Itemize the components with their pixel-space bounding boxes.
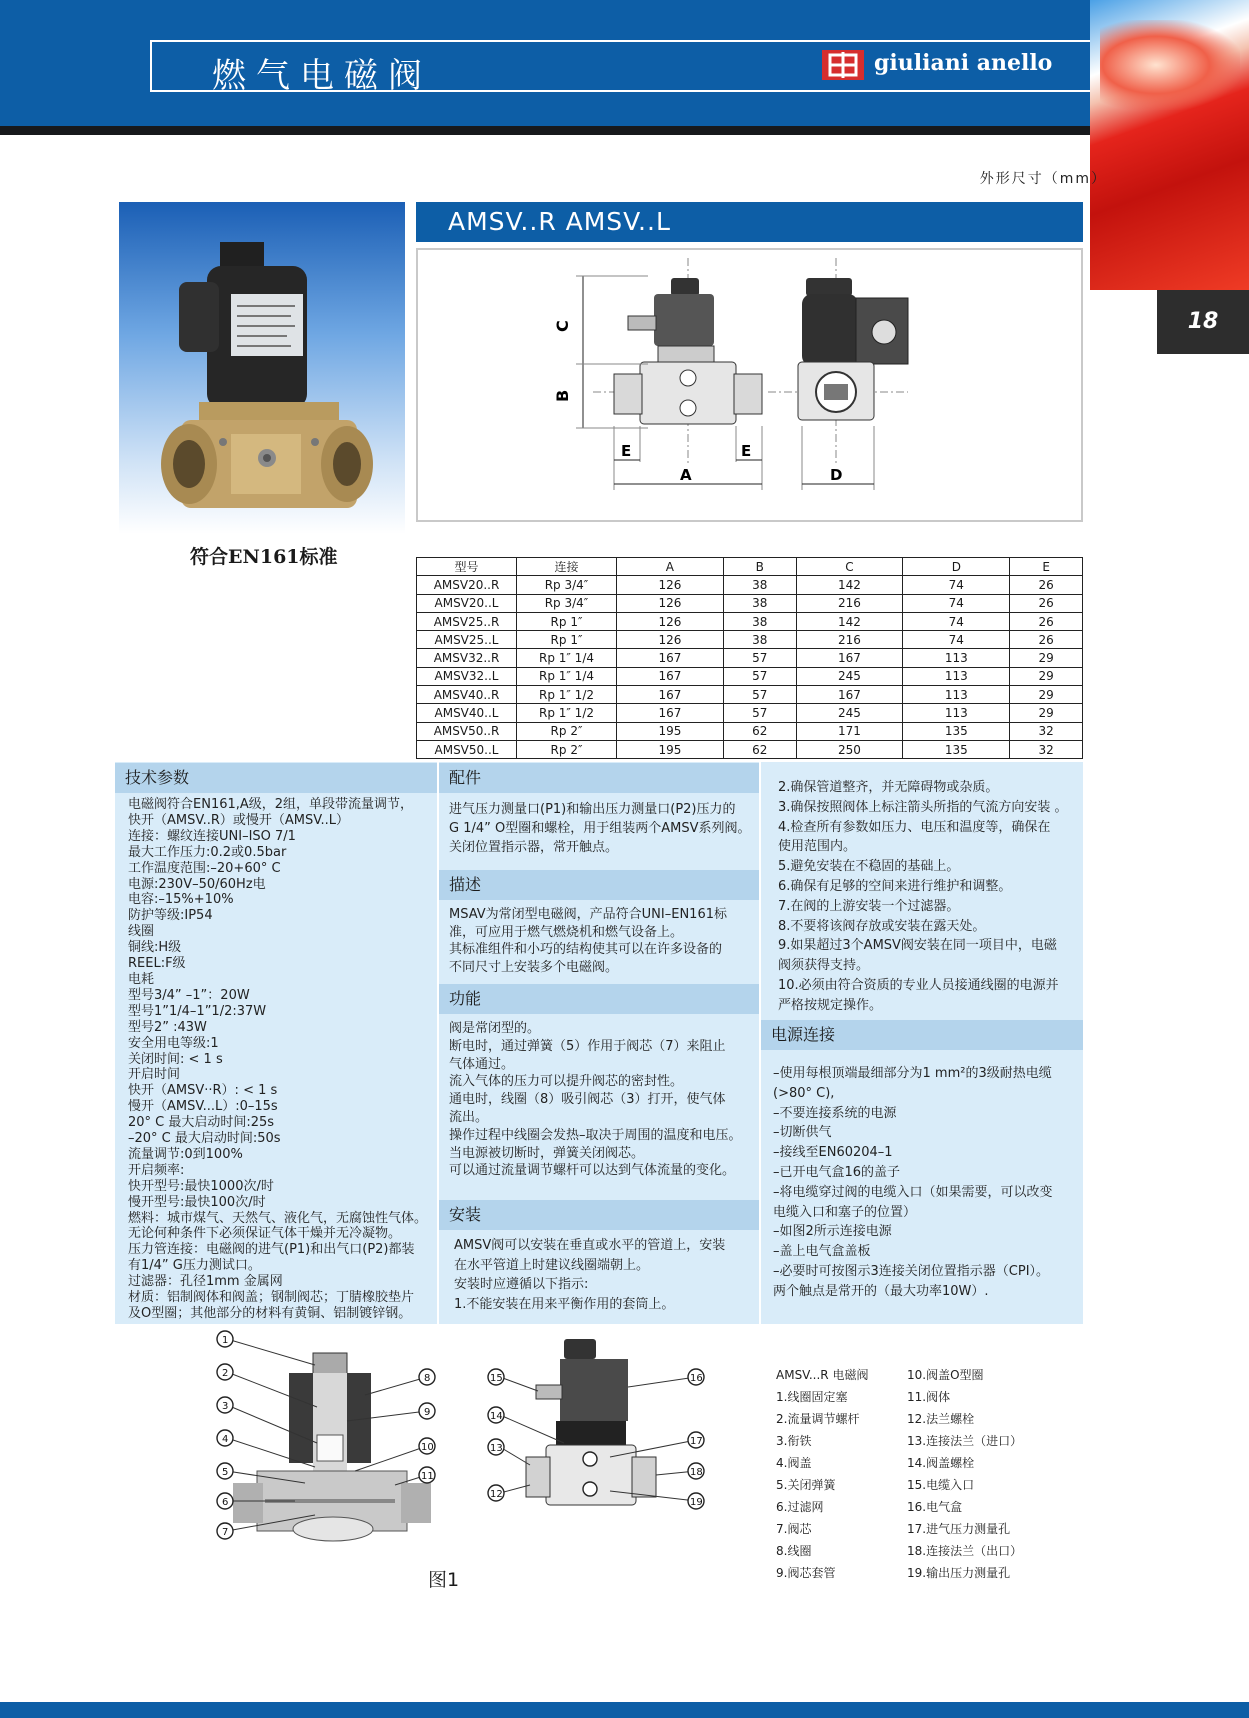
function-line: 操作过程中线圈会发热–取决于周围的温度和电压。 (449, 1127, 742, 1143)
part-item: 1.线圈固定塞 (776, 1390, 848, 1404)
drawing-label-b: B (553, 389, 572, 402)
callout-2: 2 (222, 1368, 229, 1379)
tech-spec-line: 安全用电等级:1 (128, 1035, 219, 1051)
power-line: –接线至EN60204–1 (773, 1145, 893, 1161)
callout-14: 14 (490, 1411, 503, 1422)
table-cell: 74 (903, 576, 1010, 594)
table-cell: 167 (796, 686, 903, 704)
part-item: 10.阀盖O型圈 (907, 1368, 984, 1382)
function-line: 断电时，通过弹簧（5）作用于阀芯（7）来阻止 (449, 1038, 726, 1054)
table-cell: 142 (796, 576, 903, 594)
function-line: 阀是常闭型的。 (449, 1021, 541, 1036)
section-title-install: 安装 (439, 1200, 759, 1230)
tech-spec-line: 快开（AMSV..R）或慢开（AMSV..L） (128, 812, 349, 828)
callout-12: 12 (490, 1489, 503, 1500)
section-body-accessories (449, 800, 750, 857)
callout-13: 13 (490, 1443, 503, 1454)
part-item: 5.关闭弹簧 (776, 1478, 836, 1492)
section-body-tech (128, 797, 427, 1322)
table-cell: 26 (1010, 631, 1083, 649)
table-header-row (417, 558, 1083, 576)
tech-spec-line: 电磁阀符合EN161,A级，2组，单段带流量调节， (128, 797, 414, 812)
part-item: 4.阀盖 (776, 1456, 812, 1470)
table-row (417, 649, 1083, 667)
table-cell: 216 (796, 631, 903, 649)
power-line: –如图2所示连接电源 (773, 1224, 892, 1240)
tech-spec-line: 关闭时间: < 1 s (128, 1051, 223, 1067)
section-title-function: 功能 (439, 984, 759, 1014)
function-line: 流入气体的压力可以提升阀芯的密封性。 (449, 1074, 684, 1090)
footer-bar (0, 1702, 1249, 1718)
accessory-line: 进气压力测量口(P1)和输出压力测量口(P2)压力的 (449, 802, 736, 817)
install-line: 10.必须由符合资质的专业人员接通线圈的电源并 (778, 977, 1059, 993)
install-line: 1.不能安装在用来平衡作用的套筒上。 (454, 1296, 675, 1312)
table-cell: 113 (903, 686, 1010, 704)
table-cell: AMSV32..R (417, 649, 517, 667)
table-cell: 32 (1010, 722, 1083, 740)
table-cell: 113 (903, 667, 1010, 685)
table-cell: 126 (617, 631, 724, 649)
product-photo (119, 202, 405, 534)
table-cell: 29 (1010, 667, 1083, 685)
table-cell: 167 (617, 667, 724, 685)
table-cell: Rp 1″ 1/4 (517, 667, 617, 685)
callout-4: 4 (222, 1434, 229, 1445)
tech-spec-line: 过滤器：孔径1mm 金属网 (128, 1274, 283, 1290)
part-item: 13.连接法兰（进口） (907, 1434, 1023, 1448)
table-cell: 113 (903, 704, 1010, 722)
table-cell: 171 (796, 722, 903, 740)
table-cell: 167 (617, 686, 724, 704)
function-line: 当电源被切断时，弹簧关闭阀芯。 (449, 1145, 645, 1161)
title-frame (150, 40, 1092, 96)
model-banner: AMSV..R AMSV..L (416, 202, 1083, 242)
table-cell: AMSV32..L (417, 667, 517, 685)
header-rule (0, 126, 1160, 135)
part-item: 8.线圈 (776, 1544, 812, 1558)
tech-spec-line: 开启频率: (128, 1162, 185, 1178)
install-line: 2.确保管道整齐，并无障碍物或杂质。 (778, 780, 999, 795)
table-cell: Rp 1″ 1/2 (517, 686, 617, 704)
install-line: 严格按规定操作。 (778, 997, 883, 1013)
page-title: 燃气电磁阀 (212, 56, 432, 96)
table-cell: 26 (1010, 612, 1083, 630)
drawing-label-d: D (830, 466, 843, 484)
callout-3: 3 (222, 1401, 229, 1412)
section-body-description (449, 906, 727, 976)
table-cell: 26 (1010, 576, 1083, 594)
function-line: 通电时，线圈（8）吸引阀芯（3）打开，使气体 (449, 1092, 726, 1108)
tech-spec-line: 及O型圈；其他部分的材料有黄铜、铝制镀锌钢。 (128, 1306, 412, 1321)
power-line: 电缆入口和塞子的位置） (773, 1204, 917, 1220)
install-line: 8.不要将该阀存放或安装在露天处。 (778, 918, 986, 934)
table-cell: Rp 3/4″ (517, 594, 617, 612)
table-cell: 142 (796, 612, 903, 630)
part-item: 12.法兰螺栓 (907, 1412, 975, 1426)
callout-17: 17 (690, 1436, 703, 1447)
description-line: 不同尺寸上安装多个电磁阀。 (449, 959, 619, 975)
power-line: –不要连接系统的电源 (773, 1105, 897, 1121)
table-cell: 167 (796, 649, 903, 667)
table-cell: 126 (617, 594, 724, 612)
part-item: AMSV...R 电磁阀 (776, 1368, 869, 1382)
table-cell: 135 (903, 740, 1010, 758)
table-row (417, 740, 1083, 758)
description-line: 准，可应用于燃气燃烧机和燃气设备上。 (449, 924, 684, 940)
power-line: –使用每根顶端最细部分为1 mm²的3级耐热电缆 (773, 1066, 1052, 1081)
part-item: 16.电气盒 (907, 1500, 963, 1514)
table-cell: 62 (723, 740, 796, 758)
callout-9: 9 (424, 1407, 431, 1418)
table-cell: 38 (723, 594, 796, 612)
table-cell: 74 (903, 594, 1010, 612)
table-cell: 38 (723, 631, 796, 649)
table-cell: 167 (617, 704, 724, 722)
callout-11: 11 (421, 1471, 434, 1482)
part-item: 7.阀芯 (776, 1522, 812, 1536)
table-cell: AMSV50..L (417, 740, 517, 758)
column-header: 连接 (517, 558, 617, 576)
parts-list-right (907, 1364, 1022, 1584)
drawing-label-e-right: E (741, 442, 752, 460)
assembly-drawing (480, 1325, 720, 1555)
tech-spec-line: 20° C 最大启动时间:25s (128, 1115, 275, 1131)
part-item: 15.电缆入口 (907, 1478, 975, 1492)
table-cell: Rp 2″ (517, 722, 617, 740)
tech-spec-line: 铜线:H级 (128, 940, 182, 956)
install-line: 5.避免安装在不稳固的基础上。 (778, 859, 960, 875)
table-cell: 57 (723, 686, 796, 704)
install-line: 6.确保有足够的空间来进行维护和调整。 (778, 878, 1012, 894)
section-body-power (773, 1064, 1053, 1302)
table-cell: Rp 1″ 1/4 (517, 649, 617, 667)
table-cell: 32 (1010, 740, 1083, 758)
table-cell: 29 (1010, 649, 1083, 667)
tech-spec-line: 材质：铝制阀体和阀盖；钢制阀芯；丁腈橡胶垫片 (128, 1290, 415, 1306)
table-cell: 38 (723, 612, 796, 630)
dimension-unit-note: 外形尺寸（mm） (979, 171, 1107, 187)
table-row (417, 594, 1083, 612)
table-row (417, 722, 1083, 740)
description-line: MSAV为常闭型电磁阀，产品符合UNI–EN161标 (449, 907, 727, 922)
table-cell: 216 (796, 594, 903, 612)
corner-flame-highlight (1100, 20, 1240, 110)
tech-spec-line: 型号2” :43W (128, 1019, 207, 1035)
table-cell: 29 (1010, 704, 1083, 722)
tech-spec-line: 电耗 (128, 971, 155, 987)
tech-spec-line: 连接：螺纹连接UNI–ISO 7/1 (128, 828, 296, 844)
part-item: 3.衔铁 (776, 1434, 812, 1448)
table-cell: Rp 1″ 1/2 (517, 704, 617, 722)
table-row (417, 576, 1083, 594)
tech-spec-line: –20° C 最大启动时间:50s (128, 1131, 281, 1147)
tech-spec-line: 最大工作压力:0.2或0.5bar (128, 844, 287, 860)
callout-8: 8 (424, 1373, 431, 1384)
table-cell: AMSV25..R (417, 612, 517, 630)
drawing-label-e-left: E (621, 442, 632, 460)
tech-spec-line: 压力管连接：电磁阀的进气(P1)和出气口(P2)都装 (128, 1242, 415, 1258)
table-cell: 250 (796, 740, 903, 758)
callout-15: 15 (490, 1373, 503, 1384)
tech-spec-line: 工作温度范围:–20+60° C (128, 860, 281, 876)
table-cell: AMSV40..R (417, 686, 517, 704)
table-cell: 245 (796, 704, 903, 722)
callout-10: 10 (421, 1442, 434, 1453)
table-cell: 74 (903, 612, 1010, 630)
figure-label: 图1 (428, 1569, 460, 1591)
table-cell: 135 (903, 722, 1010, 740)
dimension-drawing (416, 248, 1083, 522)
table-row (417, 704, 1083, 722)
tech-spec-line: 电容:–15%+10% (128, 892, 234, 908)
column-header: E (1010, 558, 1083, 576)
column-header: C (796, 558, 903, 576)
tech-spec-line: 线圈 (128, 924, 155, 940)
dimension-table (416, 557, 1083, 759)
part-item: 17.进气压力测量孔 (907, 1522, 1011, 1536)
table-cell: 126 (617, 612, 724, 630)
table-cell: 29 (1010, 686, 1083, 704)
install-line: 使用范围内。 (778, 839, 857, 855)
power-line: –盖上电气盒盖板 (773, 1244, 871, 1260)
table-cell: Rp 1″ (517, 631, 617, 649)
part-item: 18.连接法兰（出口） (907, 1544, 1023, 1558)
product-caption: 符合EN161标准 (190, 546, 338, 568)
power-line: –已开电气盒16的盖子 (773, 1164, 901, 1180)
section-body-function (449, 1020, 742, 1180)
table-cell: 62 (723, 722, 796, 740)
install-line: 在水平管道上时建议线圈端朝上。 (454, 1257, 650, 1273)
part-item: 14.阀盖螺栓 (907, 1456, 975, 1470)
brand-name: giuliani anello (874, 50, 1053, 76)
callout-7: 7 (222, 1527, 229, 1538)
callout-6: 6 (222, 1497, 229, 1508)
tech-spec-line: 电源:230V–50/60Hz电 (128, 876, 266, 892)
table-cell: 195 (617, 722, 724, 740)
table-cell: 57 (723, 649, 796, 667)
part-item: 6.过滤网 (776, 1500, 824, 1514)
install-line: AMSV阀可以安装在垂直或水平的管道上，安装 (454, 1238, 726, 1253)
power-line: 两个触点是常开的（最大功率10W）. (773, 1283, 989, 1299)
table-cell: AMSV50..R (417, 722, 517, 740)
callout-19: 19 (690, 1497, 703, 1508)
table-cell: 57 (723, 704, 796, 722)
tech-spec-line: 型号3/4” –1”：20W (128, 987, 250, 1003)
table-cell: 74 (903, 631, 1010, 649)
part-item: 19.输出压力测量孔 (907, 1566, 1011, 1580)
install-line: 7.在阀的上游安装一个过滤器。 (778, 898, 960, 914)
install-line: 4.检查所有参数如压力、电压和温度等，确保在 (778, 819, 1051, 835)
accessory-line: G 1/4” O型圈和螺栓，用于组装两个AMSV系列阀。 (449, 821, 751, 836)
column-header: B (723, 558, 796, 576)
tech-spec-line: 慢开型号:最快100次/时 (128, 1194, 266, 1210)
table-cell: 26 (1010, 594, 1083, 612)
table-cell: AMSV25..L (417, 631, 517, 649)
table-cell: AMSV20..R (417, 576, 517, 594)
table-cell: 245 (796, 667, 903, 685)
section-title-accessories: 配件 (439, 763, 759, 793)
column-header: D (903, 558, 1010, 576)
description-line: 其标准组件和小巧的结构使其可以在许多设备的 (449, 942, 723, 957)
table-cell: Rp 2″ (517, 740, 617, 758)
power-line: (>80° C), (773, 1085, 835, 1101)
table-cell: 167 (617, 649, 724, 667)
power-line: –必要时可按图示3连接关闭位置指示器（CPI）。 (773, 1263, 1050, 1279)
section-body-install (454, 1236, 725, 1314)
brand-logo (822, 50, 864, 80)
drawing-label-a: A (680, 466, 692, 484)
section-title-power: 电源连接 (761, 1020, 1083, 1050)
function-line: 气体通过。 (449, 1056, 515, 1072)
table-cell: 195 (617, 740, 724, 758)
callout-5: 5 (222, 1467, 229, 1478)
table-cell: Rp 1″ (517, 612, 617, 630)
table-cell: 126 (617, 576, 724, 594)
tech-spec-line: 快开型号:最快1000次/时 (128, 1178, 274, 1194)
tech-spec-line: 型号1”1/4–1”1/2:37W (128, 1003, 267, 1019)
cutaway-drawing (205, 1325, 445, 1560)
callout-16: 16 (690, 1373, 703, 1384)
section-title-tech: 技术参数 (115, 763, 437, 793)
page-number: 18 (1157, 290, 1249, 354)
tech-spec-line: 有1/4” G压力测试口。 (128, 1258, 261, 1274)
function-line: 流出。 (449, 1109, 489, 1125)
table-row (417, 686, 1083, 704)
part-item: 9.阀芯套管 (776, 1566, 836, 1580)
table-cell: AMSV20..L (417, 594, 517, 612)
install-line: 9.如果超过3个AMSV阀安装在同一项目中，电磁 (778, 938, 1057, 954)
column-header: 型号 (417, 558, 517, 576)
install-line: 阀须获得支持。 (778, 958, 870, 974)
tech-spec-line: 燃料：城市煤气、天然气、液化气，无腐蚀性气体。 (128, 1210, 428, 1226)
table-cell: 57 (723, 667, 796, 685)
table-cell: Rp 3/4″ (517, 576, 617, 594)
install-line: 3.确保按照阀体上标注箭头所指的气流方向安装 。 (778, 799, 1068, 815)
tech-spec-line: 无论何种条件下必须保证气体干燥并无冷凝物。 (128, 1226, 402, 1242)
section-title-description: 描述 (439, 870, 759, 900)
column-divider (437, 762, 439, 1324)
tech-spec-line: REEL:F级 (128, 956, 186, 972)
table-cell: AMSV40..L (417, 704, 517, 722)
tech-spec-line: 流量调节:0到100% (128, 1146, 243, 1162)
section-body-install-continued (778, 778, 1068, 1016)
tech-spec-line: 开启时间 (128, 1067, 181, 1083)
table-row (417, 612, 1083, 630)
tech-spec-line: 快开（AMSV··R）: < 1 s (128, 1083, 278, 1099)
drawing-label-c: C (553, 320, 572, 332)
part-item: 11.阀体 (907, 1390, 951, 1404)
table-cell: 113 (903, 649, 1010, 667)
table-row (417, 667, 1083, 685)
accessory-line: 关闭位置指示器，常开触点。 (449, 840, 619, 855)
tech-spec-line: 慢开（AMSV...L）:0–15s (128, 1099, 278, 1115)
callout-1: 1 (222, 1335, 229, 1346)
part-item: 2.流量调节螺杆 (776, 1412, 860, 1426)
install-line: 安装时应遵循以下指示: (454, 1277, 589, 1292)
callout-18: 18 (690, 1467, 703, 1478)
table-cell: 38 (723, 576, 796, 594)
function-line: 可以通过流量调节螺杆可以达到气体流量的变化。 (449, 1163, 736, 1179)
tech-spec-line: 防护等级:IP54 (128, 908, 213, 924)
power-line: –将电缆穿过阀的电缆入口（如果需要，可以改变 (773, 1184, 1053, 1200)
table-row (417, 631, 1083, 649)
power-line: –切断供气 (773, 1125, 832, 1141)
parts-list-left (776, 1364, 868, 1584)
column-header: A (617, 558, 724, 576)
